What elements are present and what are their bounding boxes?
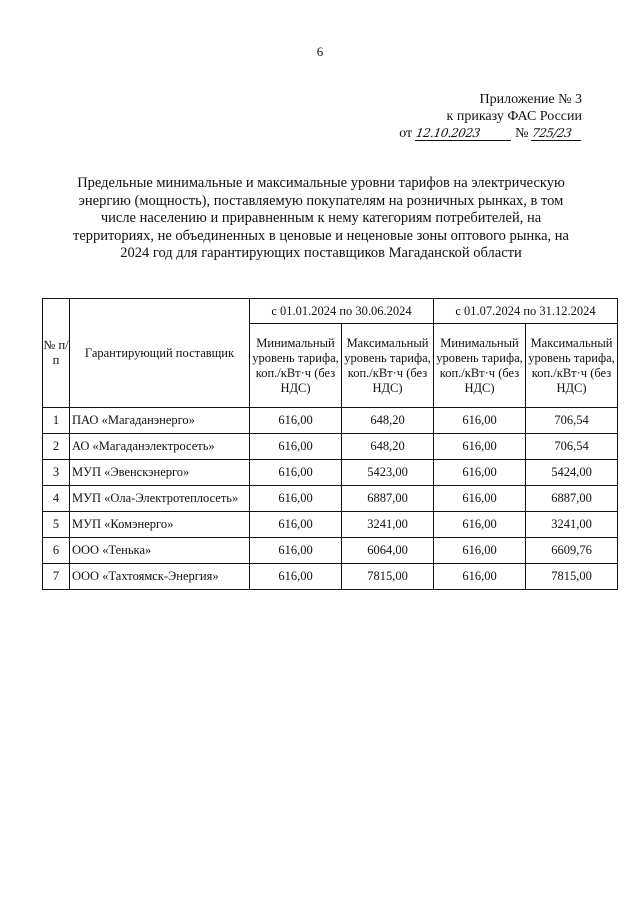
row-p2-min: 616,00 — [434, 564, 526, 590]
appendix-from-label: от — [399, 126, 413, 141]
row-p1-min: 616,00 — [250, 512, 342, 538]
row-supplier: МУП «Комэнерго» — [70, 512, 250, 538]
row-p2-max: 6609,76 — [526, 538, 618, 564]
row-p2-min: 616,00 — [434, 486, 526, 512]
row-num: 6 — [43, 538, 70, 564]
row-p2-max: 6887,00 — [526, 486, 618, 512]
appendix-order-ref: к приказу ФАС России — [446, 109, 582, 124]
header-period-2: с 01.07.2024 по 31.12.2024 — [434, 299, 618, 324]
row-num: 3 — [43, 460, 70, 486]
header-p2-max: Максимальный уровень тарифа, коп./кВт·ч (без НДС) — [526, 324, 618, 408]
row-p1-max: 7815,00 — [342, 564, 434, 590]
row-supplier: ПАО «Магаданэнерго» — [70, 408, 250, 434]
header-p1-min: Минимальный уровень тарифа, коп./кВт·ч (без НДС) — [250, 324, 342, 408]
page-number: 6 — [316, 44, 324, 59]
row-p1-min: 616,00 — [250, 564, 342, 590]
header-supplier: Гарантирующий поставщик — [70, 299, 250, 408]
row-supplier: МУП «Эвенскэнерго» — [70, 460, 250, 486]
table-row — [43, 564, 618, 590]
table-row — [43, 460, 618, 486]
row-num: 5 — [43, 512, 70, 538]
row-p1-max: 6887,00 — [342, 486, 434, 512]
row-supplier: ООО «Тенька» — [70, 538, 250, 564]
row-supplier: МУП «Ола-Электротеплосеть» — [70, 486, 250, 512]
row-num: 1 — [43, 408, 70, 434]
table-row — [43, 538, 618, 564]
row-p1-max: 3241,00 — [342, 512, 434, 538]
row-num: 7 — [43, 564, 70, 590]
row-p2-min: 616,00 — [434, 434, 526, 460]
table-row — [43, 434, 618, 460]
row-p1-min: 616,00 — [250, 434, 342, 460]
row-p2-max: 5424,00 — [526, 460, 618, 486]
row-p2-max: 706,54 — [526, 434, 618, 460]
header-p2-min: Минимальный уровень тарифа, коп./кВт·ч (без НДС) — [434, 324, 526, 408]
row-p2-max: 7815,00 — [526, 564, 618, 590]
row-p1-max: 6064,00 — [342, 538, 434, 564]
row-p2-min: 616,00 — [434, 538, 526, 564]
header-num: № п/п — [43, 299, 70, 408]
row-p1-min: 616,00 — [250, 538, 342, 564]
table-row — [43, 408, 618, 434]
row-p2-max: 3241,00 — [526, 512, 618, 538]
appendix-date-number-line — [399, 125, 582, 142]
row-p1-min: 616,00 — [250, 408, 342, 434]
appendix-number-label: № — [515, 126, 529, 141]
row-p1-min: 616,00 — [250, 486, 342, 512]
header-p1-max: Максимальный уровень тарифа, коп./кВт·ч (без НДС) — [342, 324, 434, 408]
row-num: 2 — [43, 434, 70, 460]
header-period-1: с 01.01.2024 по 30.06.2024 — [250, 299, 434, 324]
table-row — [43, 486, 618, 512]
row-p2-min: 616,00 — [434, 460, 526, 486]
row-p1-max: 5423,00 — [342, 460, 434, 486]
row-supplier: АО «Магаданэлектросеть» — [70, 434, 250, 460]
row-p2-min: 616,00 — [434, 512, 526, 538]
row-p2-min: 616,00 — [434, 408, 526, 434]
row-p2-max: 706,54 — [526, 408, 618, 434]
appendix-block — [399, 91, 582, 142]
document-title: Предельные минимальные и максимальные уровни тарифов на электрическую энергию (мощность), поставляемую покупателям на розничных рынках, в том числе населению и приравненным к нему категориям потребителей, на территориях, не объединенных в ценовые и неценовые зоны оптового рынка, на 2024 год для гарантирующих поставщиков Магаданской области — [72, 175, 569, 261]
handwritten-date: 12.10.2023 — [415, 126, 513, 141]
row-p1-min: 616,00 — [250, 460, 342, 486]
row-p1-max: 648,20 — [342, 434, 434, 460]
handwritten-number: 725/23 — [531, 126, 583, 141]
row-p1-max: 648,20 — [342, 408, 434, 434]
row-num: 4 — [43, 486, 70, 512]
row-supplier: ООО «Тахтоямск-Энергия» — [70, 564, 250, 590]
appendix-title: Приложение № 3 — [479, 92, 582, 107]
table-row — [43, 512, 618, 538]
tariffs-table — [42, 298, 618, 590]
